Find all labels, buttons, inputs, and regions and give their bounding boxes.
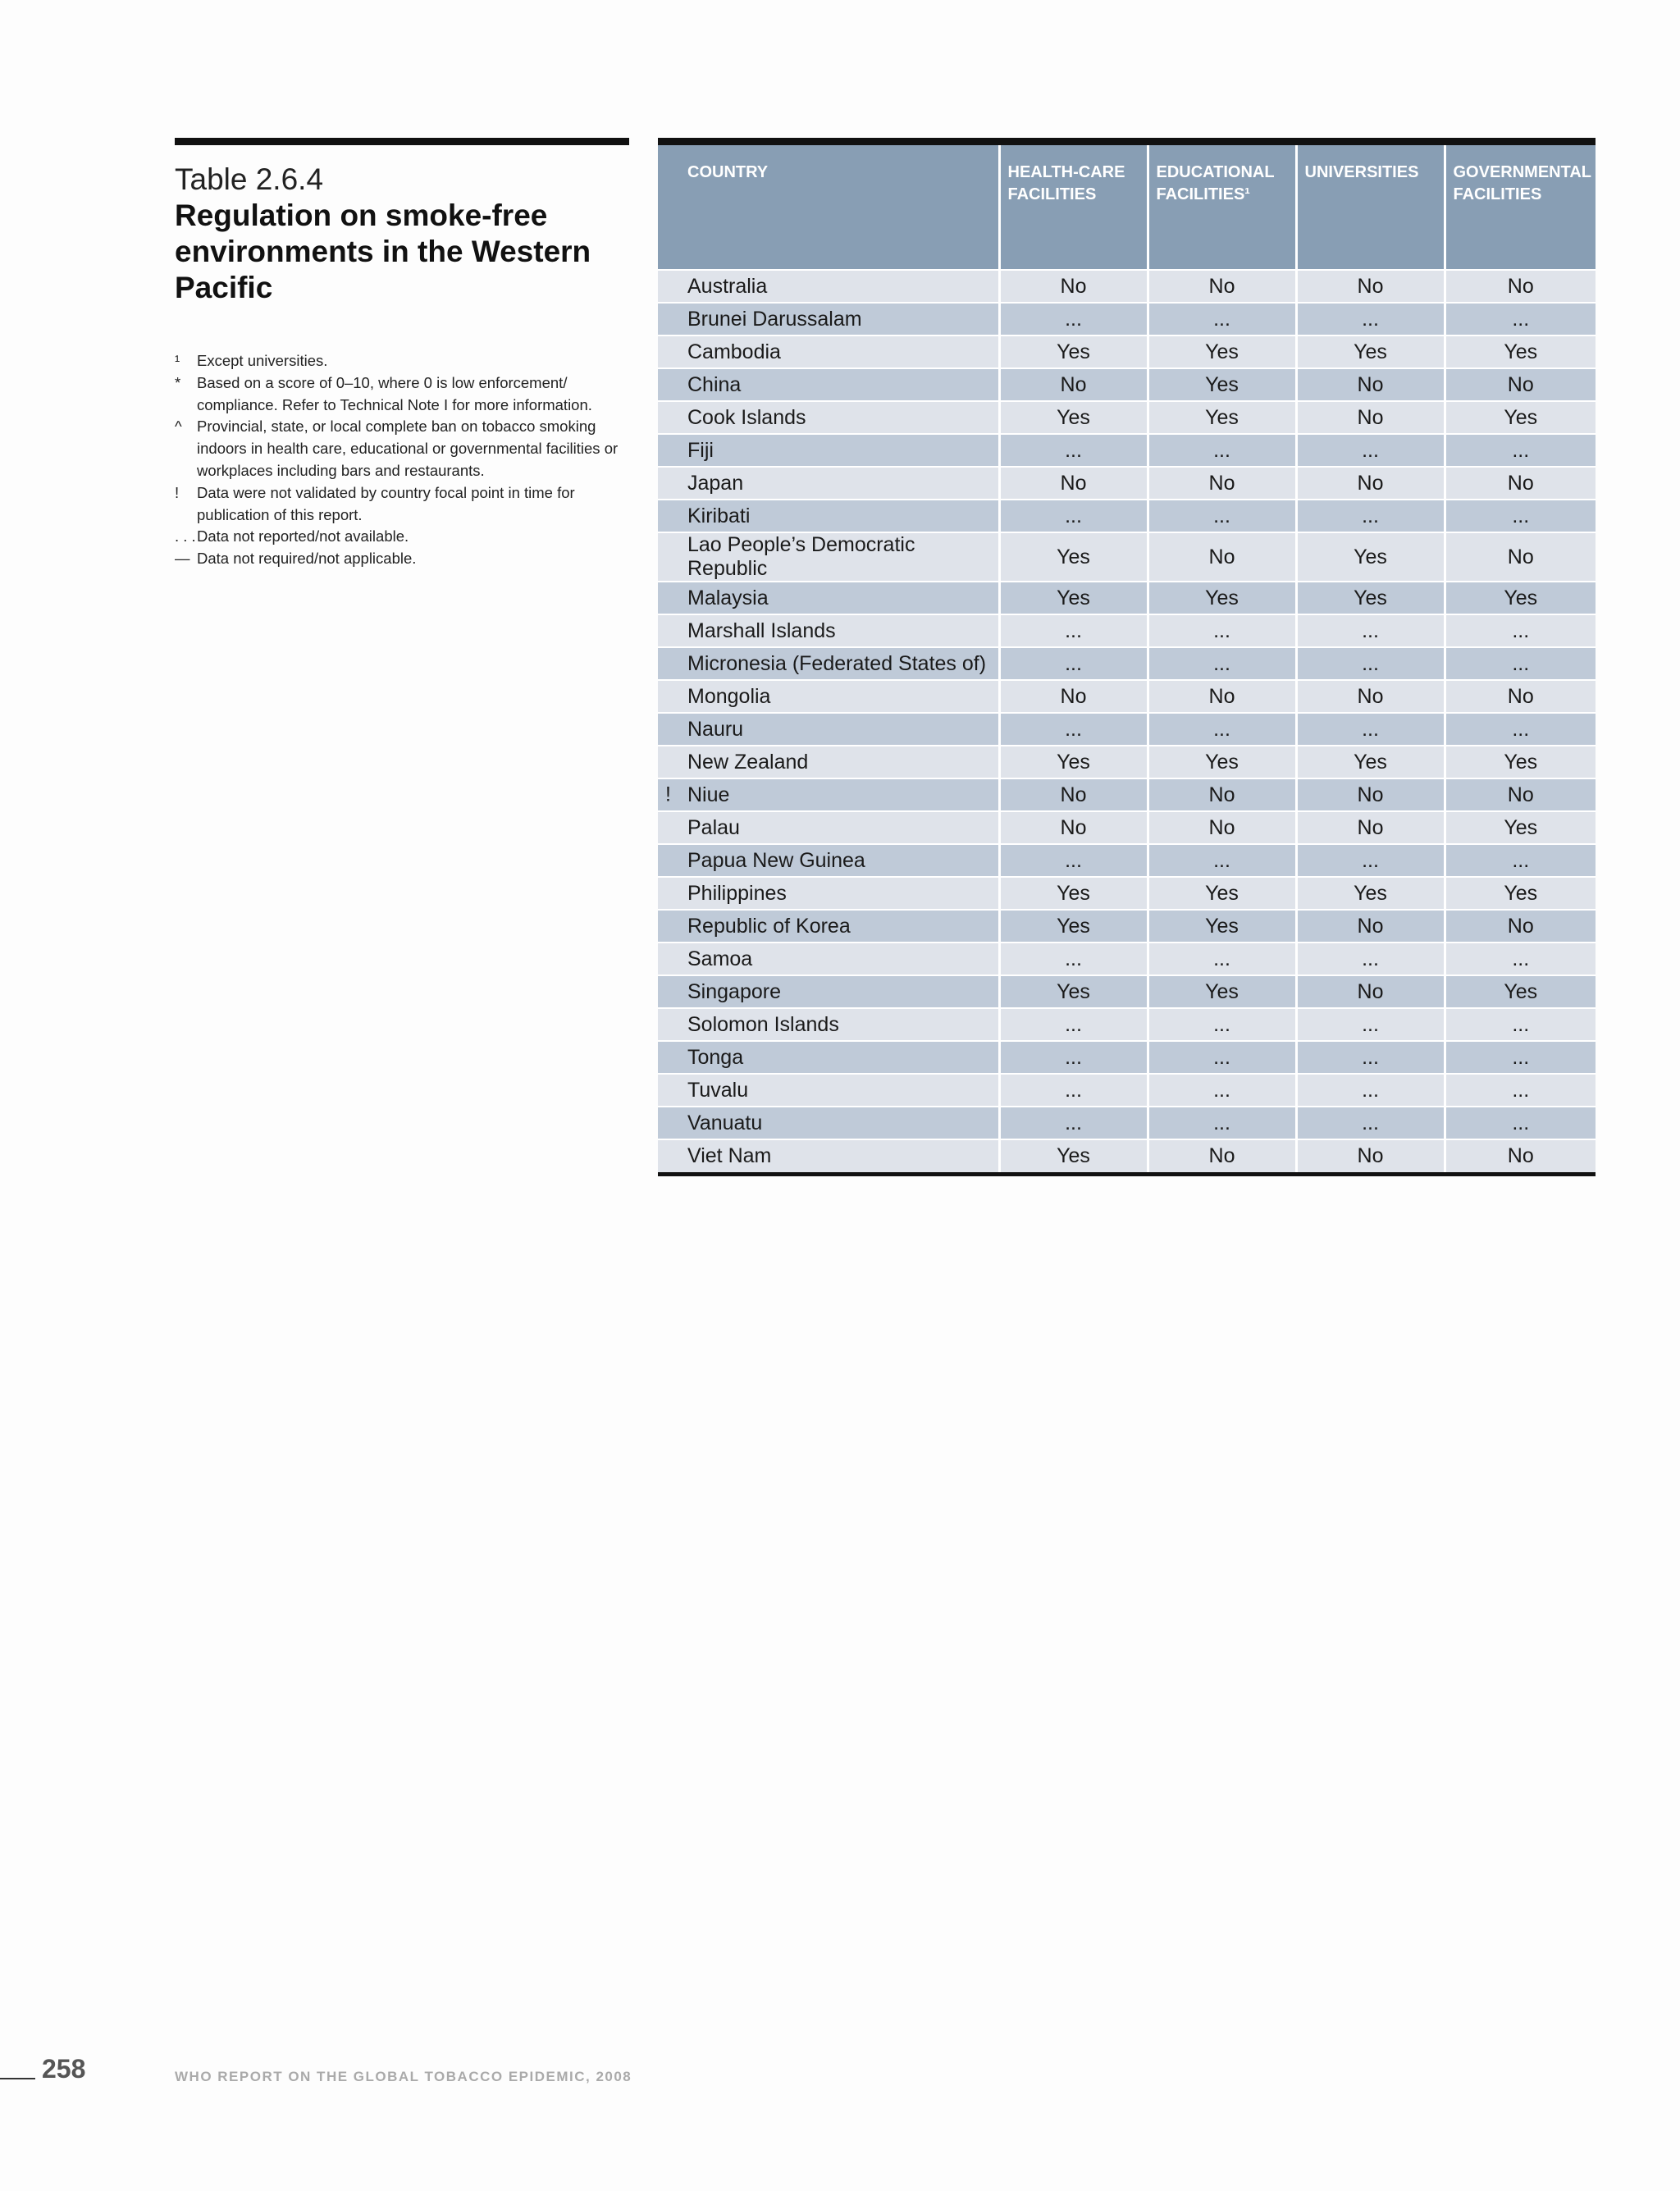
value-cell: Yes (1445, 811, 1596, 844)
footnote-symbol: ^ (175, 418, 182, 436)
value-cell: ... (1445, 434, 1596, 467)
country-name: Brunei Darussalam (687, 307, 862, 331)
value-cell: ... (1296, 1107, 1445, 1139)
country-cell (658, 1139, 999, 1172)
value-cell: Yes (1296, 582, 1445, 614)
value-cell: ... (1296, 1008, 1445, 1041)
value-cell: Yes (999, 1139, 1148, 1172)
footnote-symbol: — (175, 550, 190, 568)
table-row (658, 1041, 1596, 1074)
country-cell (658, 910, 999, 943)
value-cell: ... (1445, 1008, 1596, 1041)
value-cell: Yes (999, 877, 1148, 910)
value-cell: No (999, 270, 1148, 303)
regulation-table-container (658, 138, 1596, 1176)
value-cell: ... (1445, 1074, 1596, 1107)
value-cell: Yes (1296, 335, 1445, 368)
value-cell: ... (1148, 844, 1296, 877)
value-cell: Yes (999, 746, 1148, 778)
value-cell: ... (1296, 434, 1445, 467)
value-cell: ... (1296, 844, 1445, 877)
table-row (658, 943, 1596, 975)
country-name: Mongolia (687, 684, 771, 708)
country-cell (658, 303, 999, 335)
value-cell: ... (999, 647, 1148, 680)
country-name: China (687, 372, 742, 396)
regulation-table (658, 145, 1596, 1172)
country-cell (658, 368, 999, 401)
header-educational: EDUCATIONAL FACILITIES¹ (1148, 145, 1296, 270)
table-title: Regulation on smoke-free environments in the Western Pacific (175, 199, 591, 304)
value-cell: No (999, 680, 1148, 713)
value-cell: ... (999, 303, 1148, 335)
country-name: Papua New Guinea (687, 848, 865, 872)
value-cell: No (1148, 778, 1296, 811)
table-bottom-rule (658, 1172, 1596, 1176)
country-cell (658, 532, 999, 582)
value-cell: ... (1148, 1107, 1296, 1139)
value-cell: Yes (1148, 877, 1296, 910)
value-cell: ... (999, 1041, 1148, 1074)
value-cell: ... (1445, 713, 1596, 746)
table-row (658, 746, 1596, 778)
value-cell: ... (999, 1107, 1148, 1139)
footnote-symbol: * (175, 373, 181, 391)
country-name: Cook Islands (687, 405, 806, 429)
table-top-rule (658, 138, 1596, 145)
value-cell: No (1296, 1139, 1445, 1172)
value-cell: No (1148, 467, 1296, 500)
footnote-text: Except universities. (197, 352, 328, 369)
country-name: Kiribati (687, 504, 751, 527)
value-cell: ... (999, 500, 1148, 532)
value-cell: ... (1296, 713, 1445, 746)
value-cell: No (1445, 910, 1596, 943)
country-cell (658, 746, 999, 778)
value-cell: ... (999, 614, 1148, 647)
footnote (175, 548, 629, 570)
running-title: WHO REPORT ON THE GLOBAL TOBACCO EPIDEMIC, 2008 (175, 2069, 632, 2084)
footnote-text: Based on a score of 0–10, where 0 is low enforcement/ compliance. Refer to Technical Note I for more information. (197, 373, 592, 413)
table-row (658, 910, 1596, 943)
footnote (175, 350, 629, 372)
footnote-symbol: . . . (175, 527, 196, 545)
value-cell: ... (1445, 943, 1596, 975)
footnote-symbol: ¹ (175, 352, 180, 369)
footnote (175, 526, 629, 548)
country-cell (658, 434, 999, 467)
value-cell: ... (1296, 943, 1445, 975)
value-cell: ... (1296, 647, 1445, 680)
value-cell: ... (1148, 1074, 1296, 1107)
table-row (658, 434, 1596, 467)
value-cell: ... (1296, 614, 1445, 647)
value-cell: Yes (1445, 335, 1596, 368)
country-name: Fiji (687, 438, 714, 462)
value-cell: No (999, 467, 1148, 500)
title-block (175, 138, 629, 570)
table-row (658, 778, 1596, 811)
table-row (658, 303, 1596, 335)
validation-mark: ! (665, 783, 671, 806)
value-cell: ... (1148, 500, 1296, 532)
table-body (658, 270, 1596, 1172)
value-cell: ... (1296, 500, 1445, 532)
value-cell: No (999, 811, 1148, 844)
value-cell: ... (999, 1074, 1148, 1107)
value-cell: Yes (999, 582, 1148, 614)
country-name: Singapore (687, 979, 781, 1003)
value-cell: Yes (1148, 746, 1296, 778)
footnote (175, 482, 629, 527)
country-cell (658, 1074, 999, 1107)
value-cell: No (1296, 811, 1445, 844)
value-cell: No (999, 368, 1148, 401)
table-row (658, 270, 1596, 303)
value-cell: No (1445, 778, 1596, 811)
country-cell (658, 500, 999, 532)
country-cell (658, 844, 999, 877)
table-row (658, 811, 1596, 844)
value-cell: Yes (1445, 975, 1596, 1008)
value-cell: ... (1296, 1074, 1445, 1107)
value-cell: Yes (1148, 335, 1296, 368)
footnotes (175, 350, 629, 570)
page-number-block (0, 2054, 85, 2084)
country-name: Philippines (687, 881, 787, 905)
value-cell: No (1445, 680, 1596, 713)
table-header-row (658, 145, 1596, 270)
value-cell: No (1148, 680, 1296, 713)
value-cell: ... (1445, 844, 1596, 877)
table-row (658, 368, 1596, 401)
table-row (658, 1139, 1596, 1172)
value-cell: ... (999, 844, 1148, 877)
value-cell: ... (1148, 1041, 1296, 1074)
table-row (658, 844, 1596, 877)
value-cell: ... (999, 434, 1148, 467)
value-cell: No (999, 778, 1148, 811)
country-name: Viet Nam (687, 1144, 772, 1167)
table-row (658, 614, 1596, 647)
value-cell: No (1296, 778, 1445, 811)
value-cell: Yes (999, 335, 1148, 368)
value-cell: ... (1148, 303, 1296, 335)
page-number: 258 (42, 2054, 86, 2084)
value-cell: ... (1148, 943, 1296, 975)
table-row (658, 1074, 1596, 1107)
value-cell: No (1445, 467, 1596, 500)
value-cell: Yes (1296, 746, 1445, 778)
value-cell: No (1296, 680, 1445, 713)
header-country: COUNTRY (658, 145, 999, 270)
footnote-text: Provincial, state, or local complete ban on tobacco smoking indoors in health care, educational or governmental facilities or workplaces including bars and restaurants. (197, 418, 619, 479)
footnote (175, 416, 629, 482)
value-cell: No (1445, 368, 1596, 401)
value-cell: ... (999, 1008, 1148, 1041)
country-cell (658, 877, 999, 910)
table-row (658, 532, 1596, 582)
value-cell: No (1296, 368, 1445, 401)
table-row (658, 713, 1596, 746)
value-cell: ... (1296, 303, 1445, 335)
header-health-care: HEALTH-CARE FACILITIES (999, 145, 1148, 270)
value-cell: ... (1296, 1041, 1445, 1074)
value-cell: Yes (1445, 401, 1596, 434)
country-cell (658, 1041, 999, 1074)
header-universities: UNIVERSITIES (1296, 145, 1445, 270)
country-cell (658, 943, 999, 975)
value-cell: ... (1445, 647, 1596, 680)
country-name: Samoa (687, 947, 753, 970)
value-cell: ... (1148, 1008, 1296, 1041)
footnote-text: Data were not validated by country focal point in time for publication of this report. (197, 483, 575, 523)
country-cell (658, 680, 999, 713)
table-row (658, 500, 1596, 532)
value-cell: No (1445, 532, 1596, 582)
country-cell (658, 582, 999, 614)
page-number-rule (0, 2078, 35, 2079)
country-name: Solomon Islands (687, 1012, 839, 1036)
country-cell (658, 335, 999, 368)
footnote-text: Data not required/not applicable. (197, 550, 417, 568)
country-name: Nauru (687, 717, 744, 741)
country-name: Cambodia (687, 340, 781, 363)
value-cell: ... (1445, 500, 1596, 532)
country-name: Japan (687, 471, 744, 495)
table-row (658, 975, 1596, 1008)
value-cell: Yes (1296, 877, 1445, 910)
table-row (658, 1107, 1596, 1139)
country-name: Marshall Islands (687, 619, 836, 642)
value-cell: Yes (1148, 975, 1296, 1008)
value-cell: ... (1445, 1041, 1596, 1074)
country-name: Palau (687, 815, 740, 839)
country-cell (658, 975, 999, 1008)
footnote-text: Data not reported/not available. (197, 527, 409, 545)
country-name: Australia (687, 274, 768, 298)
value-cell: Yes (999, 975, 1148, 1008)
title-rule (175, 138, 629, 145)
country-cell (658, 467, 999, 500)
country-cell (658, 1008, 999, 1041)
value-cell: Yes (999, 910, 1148, 943)
header-governmental: GOVERNMENTAL FACILITIES (1445, 145, 1596, 270)
value-cell: No (1148, 270, 1296, 303)
country-name: Vanuatu (687, 1111, 763, 1134)
country-cell (658, 778, 999, 811)
value-cell: ... (1148, 713, 1296, 746)
value-cell: No (1296, 975, 1445, 1008)
value-cell: No (1148, 1139, 1296, 1172)
country-cell (658, 811, 999, 844)
value-cell: No (1296, 910, 1445, 943)
country-cell (658, 1107, 999, 1139)
value-cell: No (1445, 270, 1596, 303)
country-name: Lao People’s Democratic Republic (687, 533, 915, 580)
value-cell: Yes (999, 401, 1148, 434)
value-cell: Yes (1148, 910, 1296, 943)
value-cell: ... (1445, 614, 1596, 647)
table-row (658, 1008, 1596, 1041)
value-cell: Yes (1445, 746, 1596, 778)
value-cell: ... (1148, 434, 1296, 467)
value-cell: ... (1445, 303, 1596, 335)
value-cell: Yes (1445, 877, 1596, 910)
table-row (658, 401, 1596, 434)
value-cell: Yes (1296, 532, 1445, 582)
country-cell (658, 614, 999, 647)
table-row (658, 467, 1596, 500)
value-cell: No (1148, 811, 1296, 844)
value-cell: ... (1445, 1107, 1596, 1139)
footnote (175, 372, 629, 417)
value-cell: Yes (1445, 582, 1596, 614)
country-name: Niue (687, 783, 730, 806)
country-name: Tonga (687, 1045, 744, 1069)
footnote-symbol: ! (175, 483, 180, 501)
table-row (658, 680, 1596, 713)
table-row (658, 647, 1596, 680)
value-cell: No (1148, 532, 1296, 582)
table-row (658, 877, 1596, 910)
value-cell: Yes (1148, 401, 1296, 434)
table-row (658, 335, 1596, 368)
value-cell: Yes (999, 532, 1148, 582)
country-cell (658, 713, 999, 746)
country-name: New Zealand (687, 750, 809, 774)
table-row (658, 582, 1596, 614)
value-cell: No (1445, 1139, 1596, 1172)
country-name: Micronesia (Federated States of) (687, 651, 987, 675)
value-cell: ... (999, 943, 1148, 975)
value-cell: ... (1148, 647, 1296, 680)
table-number: Table 2.6.4 (175, 162, 324, 196)
country-name: Malaysia (687, 586, 769, 609)
country-cell (658, 647, 999, 680)
country-cell (658, 270, 999, 303)
country-name: Tuvalu (687, 1078, 749, 1102)
value-cell: ... (1148, 614, 1296, 647)
value-cell: Yes (1148, 582, 1296, 614)
value-cell: No (1296, 467, 1445, 500)
value-cell: No (1296, 401, 1445, 434)
value-cell: Yes (1148, 368, 1296, 401)
country-name: Republic of Korea (687, 914, 851, 938)
value-cell: ... (999, 713, 1148, 746)
value-cell: No (1296, 270, 1445, 303)
country-cell (658, 401, 999, 434)
